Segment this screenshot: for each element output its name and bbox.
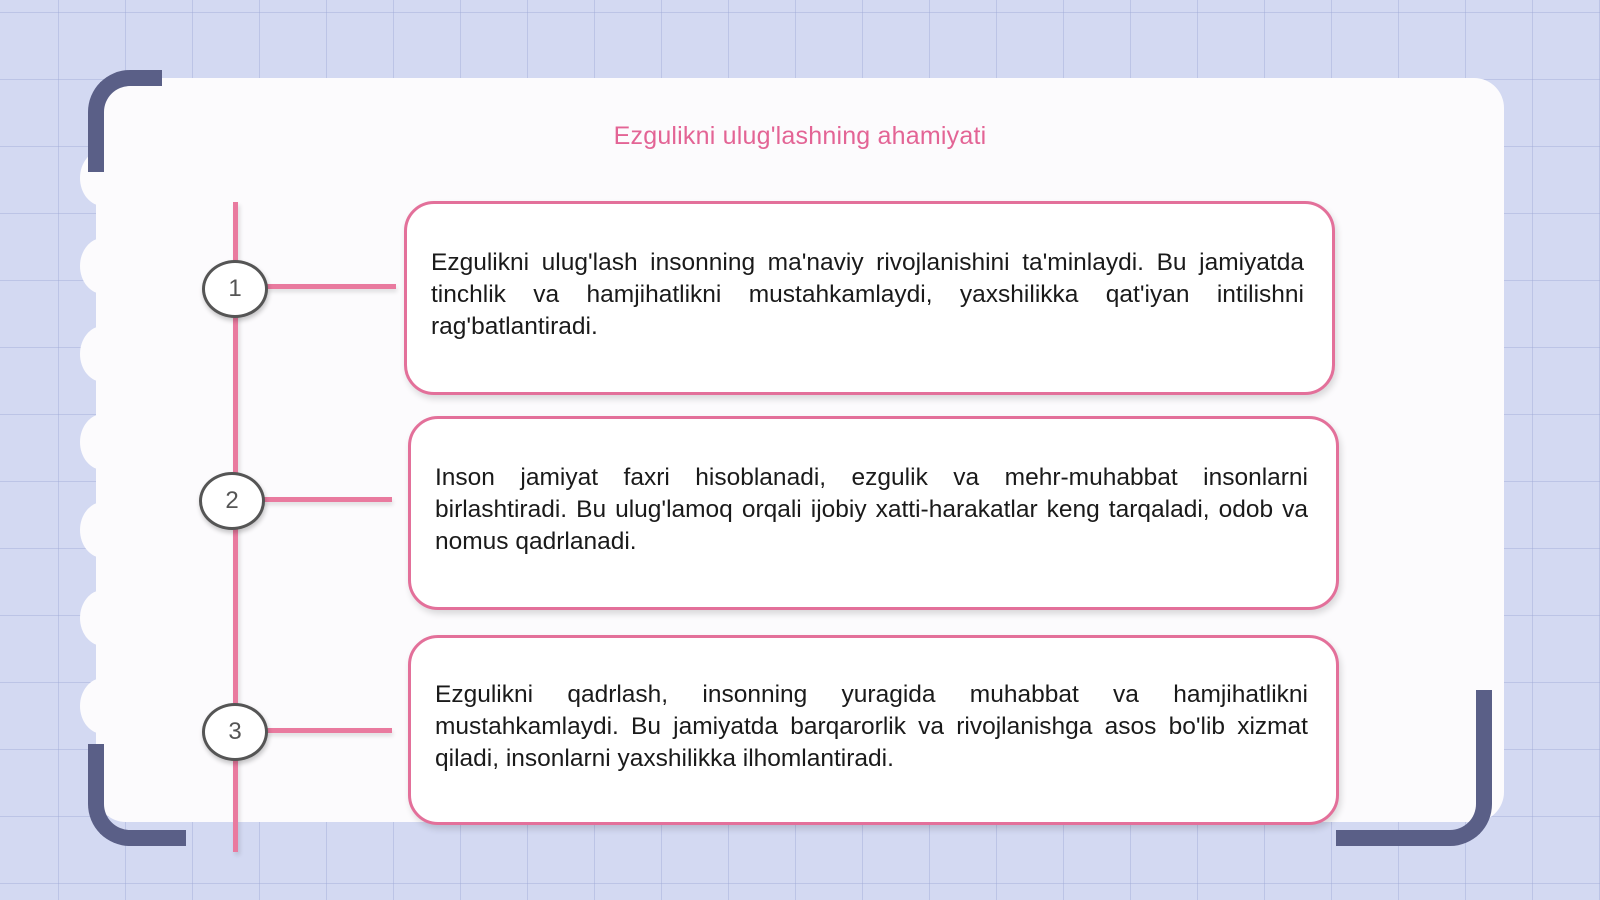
corner-bracket-bottom-right xyxy=(1336,690,1492,846)
corner-bracket-bottom-left xyxy=(88,744,186,846)
timeline-node-2 xyxy=(199,472,265,530)
content-card-1 xyxy=(404,201,1335,395)
card-text: Ezgulikni qadrlash, insonning yuragida muhabbat va hamjihatlikni mustahkamlaydi. Bu jamiyatda barqarorlik va rivojlanishga asos bo'lib xizmat qiladi, insonlarni yaxshilikka ilhomlantiradi. xyxy=(435,681,1308,772)
corner-bracket-top-left xyxy=(88,70,162,172)
timeline-connector-2 xyxy=(262,497,392,502)
timeline-node-1 xyxy=(202,260,268,318)
paper-scallop xyxy=(80,590,126,646)
card-text: Ezgulikni ulug'lash insonning ma'naviy rivojlanishini ta'minlaydi. Bu jamiyatda tinchlik va hamjihatlikni mustahkamlaydi, yaxshilikka qat'iyan intilishni rag'batlantiradi. xyxy=(431,249,1304,340)
paper-scallop xyxy=(80,238,126,294)
node-number: 3 xyxy=(228,718,242,745)
timeline-node-3 xyxy=(202,703,268,761)
slide-title: Ezgulikni ulug'lashning ahamiyati xyxy=(613,122,987,150)
timeline-connector-3 xyxy=(266,728,392,733)
paper-scallop xyxy=(80,678,126,734)
paper-scallop xyxy=(80,414,126,470)
content-card-2 xyxy=(408,416,1339,610)
node-number: 1 xyxy=(228,275,242,302)
content-card-3 xyxy=(408,635,1339,825)
node-number: 2 xyxy=(225,487,239,514)
timeline-connector-1 xyxy=(266,284,396,289)
paper-scallop xyxy=(80,326,126,382)
paper-scallop xyxy=(80,502,126,558)
card-text: Inson jamiyat faxri hisoblanadi, ezgulik va mehr-muhabbat insonlarni birlashtiradi. Bu ulug'lamoq orqali ijobiy xatti-harakatlar keng tarqaladi, odob va nomus qadrlanadi. xyxy=(435,464,1308,555)
